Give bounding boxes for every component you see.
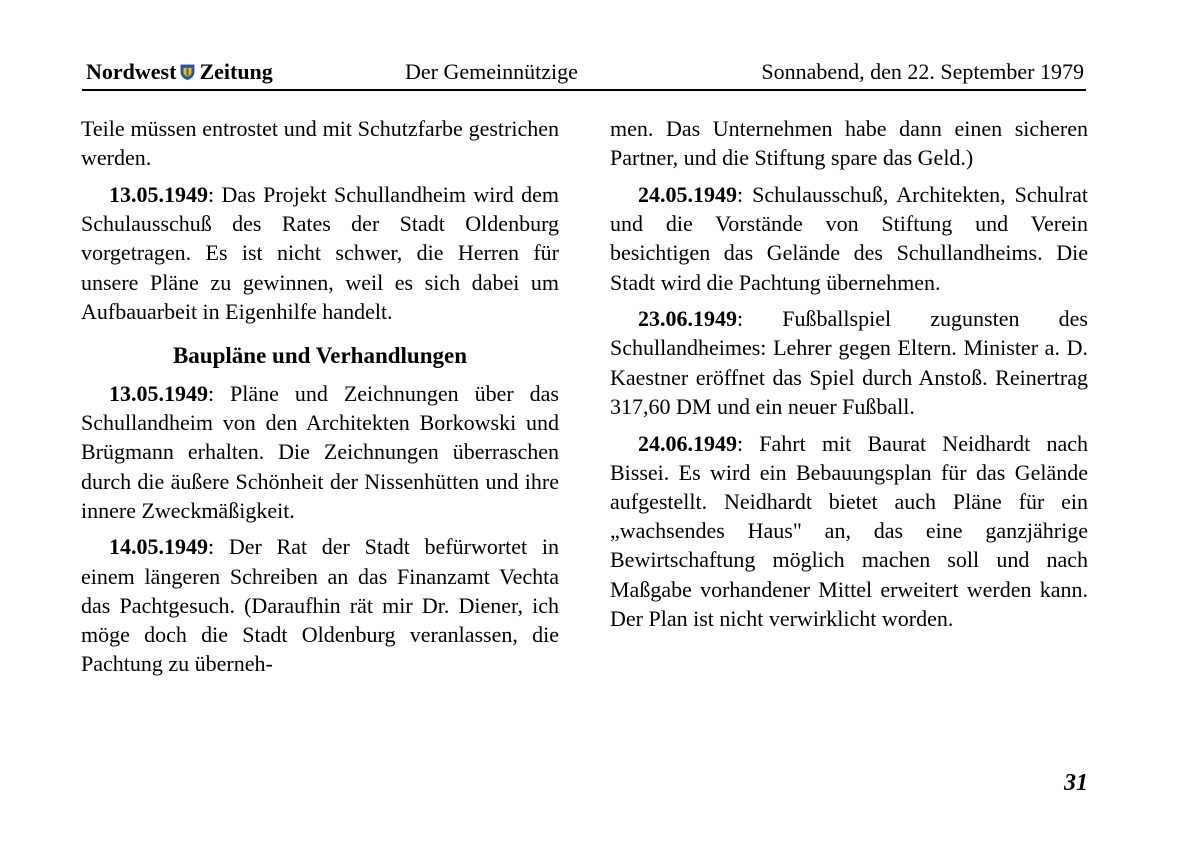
paragraph: 23.06.1949: Fußballspiel zugunsten des Schullandheimes: Lehrer gegen Eltern. Minister a. D. Kaestner eröffnet das Spiel durch Anstoß. Reinertrag 317,60 DM und ein neuer Fußball.	[610, 306, 1088, 419]
paragraph: 14.05.1949: Der Rat der Stadt befürwortet in einem längeren Schreiben an das Finanzamt Vechta das Pachtgesuch. (Daraufhin rät mir Dr. Diener, ich möge doch die Stadt Oldenburg veranlassen, die Pachtung zu überneh-	[81, 534, 559, 677]
paragraph: 13.05.1949: Pläne und Zeichnungen über das Schullandheim von den Architekten Borkowski und Brügmann erhalten. Die Zeichnungen überraschen durch die äußere Schönheit der Nissenhütten und ihre innere Zweckmäßigkeit.	[81, 380, 559, 523]
paragraph: 24.05.1949: Schulausschuß, Architekten, Schulrat und die Vorstände von Stiftung und Verein besichtigen das Gelände des Schullandheims. Die Stadt wird die Pachtung übernehmen.	[610, 181, 1088, 295]
header-rule	[82, 89, 1086, 91]
entry-date: 14.05.1949	[109, 534, 208, 560]
paragraph: 13.05.1949: Das Projekt Schullandheim wird dem Schulausschuß des Rates der Stadt Oldenburg vorgetragen. Es ist nicht schwer, die Herren für unsere Pläne zu gewinnen, weil es sich dabei um Aufbauarbeit in Eigenhilfe handelt.	[81, 181, 559, 324]
paragraph: 24.06.1949: Fahrt mit Baurat Neidhardt nach Bissei. Es wird ein Bebauungsplan für das Gelände aufgestellt. Neidhardt bietet auch Pläne für ein „wachsendes Haus" an, das eine ganzjährige Bewirtschaftung möglich machen soll und nach Maßgabe vorhandener Mittel erweitert werden kann. Der Plan ist nicht verwirklicht worden.	[610, 430, 1088, 631]
issue-date: Sonnabend, den 22. September 1979	[761, 59, 1084, 84]
coat-of-arms-icon	[180, 64, 195, 80]
section-heading: Baupläne und Verhandlungen	[172, 342, 468, 368]
right-column	[610, 114, 1088, 640]
masthead-nordwest: Nordwest	[86, 59, 177, 84]
supplement-title: Der Gemeinnützige	[405, 59, 578, 84]
page-header	[82, 58, 1086, 88]
entry-date: 24.05.1949	[638, 181, 737, 207]
entry-date: 13.05.1949	[109, 380, 208, 406]
entry-date: 24.06.1949	[638, 430, 737, 456]
newspaper-masthead	[86, 58, 273, 86]
entry-date: 13.05.1949	[109, 181, 208, 207]
paragraph: Teile müssen entrostet und mit Schutzfarbe gestrichen werden.	[81, 116, 559, 171]
paragraph: men. Das Unternehmen habe dann einen sicheren Partner, und die Stiftung spare das Geld.)	[610, 116, 1088, 171]
entry-date: 23.06.1949	[638, 306, 737, 332]
page-number: 31	[1064, 770, 1088, 796]
left-column	[81, 114, 559, 686]
masthead-zeitung: Zeitung	[199, 59, 273, 84]
